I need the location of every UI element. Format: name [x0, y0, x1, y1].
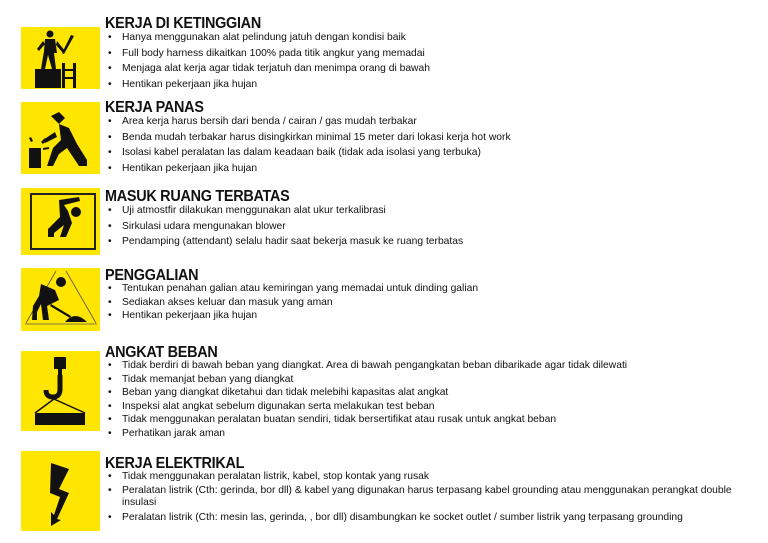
rule-list	[108, 205, 463, 252]
section-title: MASUK RUANG TERBATAS	[105, 188, 290, 205]
list-item: • Tidak menggunakan peralatan buatan sendiri, tidak bersertifikat atau rusak untuk angkat beban	[108, 414, 627, 428]
list-item: • Hanya menggunakan alat pelindung jatuh dengan kondisi baik	[108, 32, 430, 48]
list-item: • Peralatan listrik (Cth: gerinda, bor dll) & kabel yang digunakan harus terpasang kabel grounding atau menggunakan perangkat double insulasi	[108, 485, 762, 512]
list-item: • Hentikan pekerjaan jika hujan	[108, 163, 511, 179]
list-item: • Full body harness dikaitkan 100% pada titik angkur yang memadai	[108, 48, 430, 64]
list-item: • Sediakan akses keluar dan masuk yang aman	[108, 297, 478, 311]
hot-work-icon	[21, 102, 100, 174]
list-item: • Beban yang diangkat diketahui dan tidak melebihi kapasitas alat angkat	[108, 387, 627, 401]
list-item: • Tidak menggunakan peralatan listrik, kabel, stop kontak yang rusak	[108, 471, 762, 485]
list-item: • Hentikan pekerjaan jika hujan	[108, 79, 430, 95]
excavation-icon	[21, 268, 100, 331]
list-item: • Tidak memanjat beban yang diangkat	[108, 374, 627, 388]
list-item: • Sirkulasi udara mengunakan blower	[108, 221, 463, 237]
electric-bolt-icon	[21, 451, 100, 531]
rule-list	[108, 116, 511, 178]
rule-list	[108, 32, 430, 94]
section-title: KERJA PANAS	[105, 99, 204, 116]
list-item: • Isolasi kabel peralatan las dalam keadaan baik (tidak ada isolasi yang terbuka)	[108, 147, 511, 163]
section-title: ANGKAT BEBAN	[105, 344, 218, 361]
list-item: • Peralatan listrik (Cth: mesin las, gerinda, , bor dll) disambungkan ke socket outlet / sumber listrik yang terpasang grounding	[108, 512, 762, 526]
list-item: • Benda mudah terbakar harus disingkirkan minimal 15 meter dari lokasi kerja hot work	[108, 132, 511, 148]
rule-list	[108, 283, 478, 324]
section-title: PENGGALIAN	[105, 267, 199, 284]
list-item: • Perhatikan jarak aman	[108, 428, 627, 442]
section-title: KERJA ELEKTRIKAL	[105, 455, 245, 472]
list-item: • Area kerja harus bersih dari benda / cairan / gas mudah terbakar	[108, 116, 511, 132]
rule-list	[108, 471, 762, 525]
list-item: • Uji atmostfir dilakukan menggunakan alat ukur terkalibrasi	[108, 205, 463, 221]
crane-hook-icon	[21, 351, 100, 431]
list-item: • Inspeksi alat angkat sebelum digunakan serta melakukan test beban	[108, 401, 627, 415]
list-item: • Hentikan pekerjaan jika hujan	[108, 310, 478, 324]
section-title: KERJA DI KETINGGIAN	[105, 15, 261, 32]
list-item: • Tentukan penahan galian atau kemiringan yang memadai untuk dinding galian	[108, 283, 478, 297]
list-item: • Pendamping (attendant) selalu hadir saat bekerja masuk ke ruang terbatas	[108, 236, 463, 252]
fall-protection-icon	[21, 27, 100, 89]
list-item: • Tidak berdiri di bawah beban yang diangkat. Area di bawah pengangkatan beban dibarikade agar tidak dilewati	[108, 360, 627, 374]
list-item: • Menjaga alat kerja agar tidak terjatuh dan menimpa orang di bawah	[108, 63, 430, 79]
confined-space-icon	[21, 188, 100, 255]
rule-list	[108, 360, 627, 441]
